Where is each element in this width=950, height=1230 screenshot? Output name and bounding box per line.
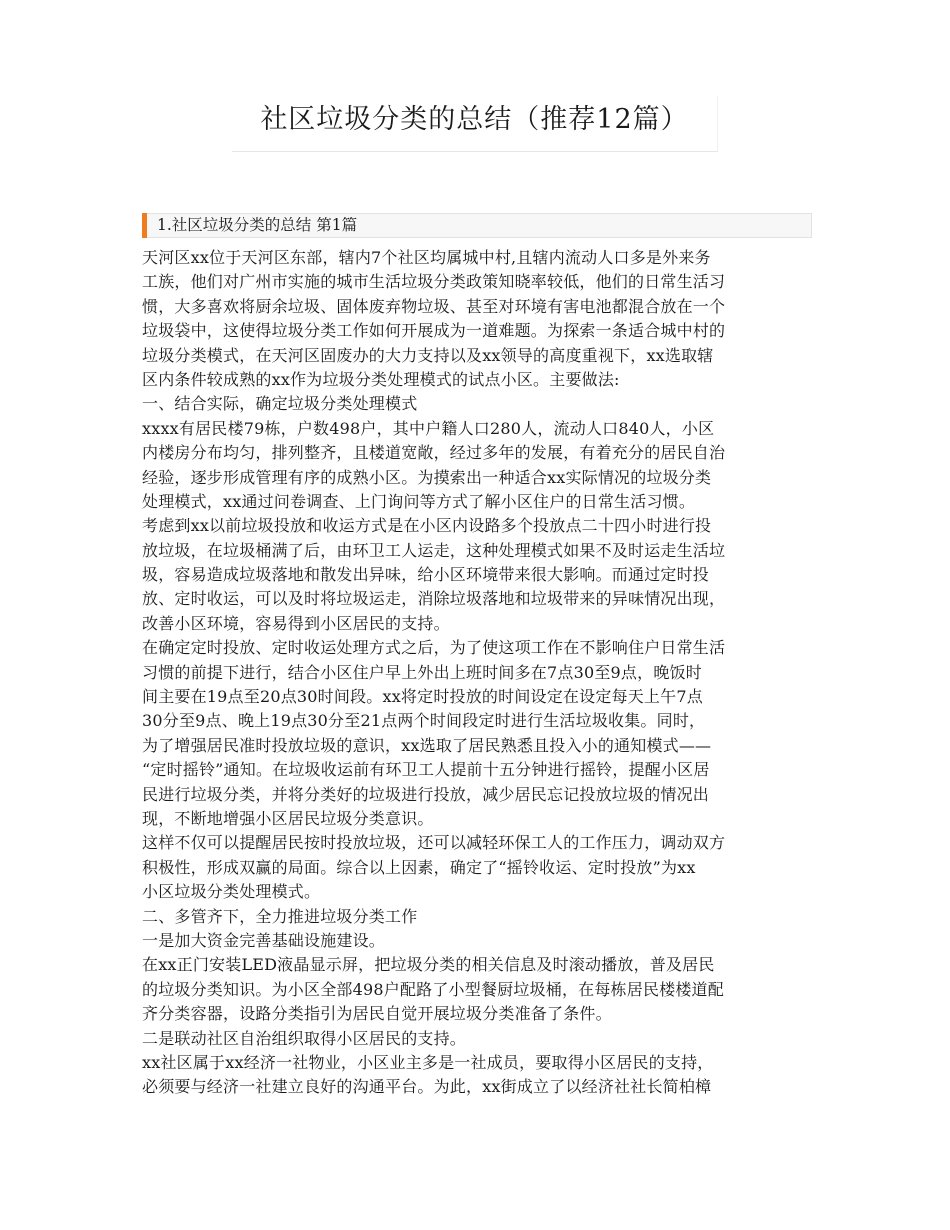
text-line: 习惯的前提下进行，结合小区住户早上外出上班时间多在7点30至9点，晚饭时 — [142, 662, 702, 682]
text-line: 处理模式，xx通过问卷调查、上门询问等方式了解小区住户的日常生活习惯。 — [142, 491, 696, 511]
text-line: 二、多管齐下，全力推进垃圾分类工作 — [142, 906, 418, 926]
text-line: 30分至9点、晚上19点30分至21点两个时间段定时进行生活垃圾收集。同时， — [142, 711, 706, 731]
text-line: 放、定时收运，可以及时将垃圾运走，消除垃圾落地和垃圾带来的异味情况出现， — [142, 589, 726, 609]
text-line: 齐分类容器，设路分类指引为居民自觉开展垃圾分类准备了条件。 — [142, 1004, 612, 1024]
text-line: 经验，逐步形成管理有序的成熟小区。为摸索出一种适合xx实际情况的垃圾分类 — [142, 467, 712, 487]
section-accent-bar — [142, 213, 147, 238]
text-line: 小区垃圾分类处理模式。 — [142, 882, 321, 902]
text-line: 垃圾分类模式，在天河区固废办的大力支持以及xx领导的高度重视下，xx选取辖 — [142, 345, 714, 365]
text-line: 二是联动社区自治组织取得小区居民的支持。 — [142, 1028, 467, 1048]
text-line: 的垃圾分类知识。为小区全部498户配路了小型餐厨垃圾桶，在每栋居民楼楼道配 — [142, 979, 724, 999]
section-header — [142, 213, 812, 238]
text-line: 在xx正门安装LED液晶显示屏，把垃圾分类的相关信息及时滚动播放，普及居民 — [142, 955, 715, 975]
text-line: 在确定定时投放、定时收运处理方式之后，为了使这项工作在不影响住户日常生活 — [142, 638, 726, 658]
title-box — [232, 96, 718, 152]
text-line: 一、结合实际，确定垃圾分类处理模式 — [142, 394, 418, 414]
body-text — [142, 246, 822, 1100]
text-line: 这样不仅可以提醒居民按时投放垃圾，还可以减轻环保工人的工作压力，调动双方 — [142, 833, 726, 853]
text-line: 民进行垃圾分类，并将分类好的垃圾进行投放，减少居民忘记投放垃圾的情况出 — [142, 784, 710, 804]
section-title: 1.社区垃圾分类的总结 第1篇 — [157, 216, 358, 234]
text-line: 工族，他们对广州市实施的城市生活垃圾分类政策知晓率较低，他们的日常生活习 — [142, 272, 726, 292]
text-line: 区内条件较成熟的xx作为垃圾分类处理模式的试点小区。主要做法: — [142, 369, 620, 389]
text-line: 圾，容易造成垃圾落地和散发出异味，给小区环境带来很大影响。而通过定时投 — [142, 565, 710, 585]
text-line: xxxx有居民楼79栋，户数498户，其中户籍人口280人，流动人口840人，小区 — [142, 418, 715, 438]
text-line: 间主要在19点至20点30时间段。xx将定时投放的时间设定在设定每天上午7点 — [142, 687, 703, 707]
text-line: 改善小区环境，容易得到小区居民的支持。 — [142, 613, 450, 633]
text-line: “定时摇铃”通知。在垃圾收运前有环卫工人提前十五分钟进行摇铃，提醒小区居 — [142, 760, 710, 780]
text-line: 积极性，形成双赢的局面。综合以上因素，确定了“摇铃收运、定时投放”为xx — [142, 857, 696, 877]
text-line: 现，不断地增强小区居民垃圾分类意识。 — [142, 808, 434, 828]
document-title: 社区垃圾分类的总结（推荐12篇） — [260, 104, 689, 135]
text-line: 放垃圾，在垃圾桶满了后，由环卫工人运走，这种处理模式如果不及时运走生活垃 — [142, 540, 726, 560]
text-line: 考虑到xx以前垃圾投放和收运方式是在小区内设路多个投放点二十四小时进行投 — [142, 516, 712, 536]
text-line: 内楼房分布均匀，排列整齐，且楼道宽敞，经过多年的发展，有着充分的居民自治 — [142, 443, 726, 463]
text-line: 惯，大多喜欢将厨余垃圾、固体废弃物垃圾、甚至对环境有害电池都混合放在一个 — [142, 296, 726, 316]
text-line: xx社区属于xx经济一社物业，小区业主多是一社成员，要取得小区居民的支持， — [142, 1052, 714, 1072]
text-line: 垃圾袋中，这使得垃圾分类工作如何开展成为一道难题。为探索一条适合城中村的 — [142, 321, 726, 341]
text-line: 天河区xx位于天河区东部，辖内7个社区均属城中村,且辖内流动人口多是外来务 — [142, 248, 711, 267]
text-line: 一是加大资金完善基础设施建设。 — [142, 930, 386, 950]
text-line: 为了增强居民准时投放垃圾的意识，xx选取了居民熟悉且投入小的通知模式—— — [142, 735, 712, 755]
text-line: 必须要与经济一社建立良好的沟通平台。为此，xx街成立了以经济社社长简柏樟 — [142, 1077, 712, 1097]
